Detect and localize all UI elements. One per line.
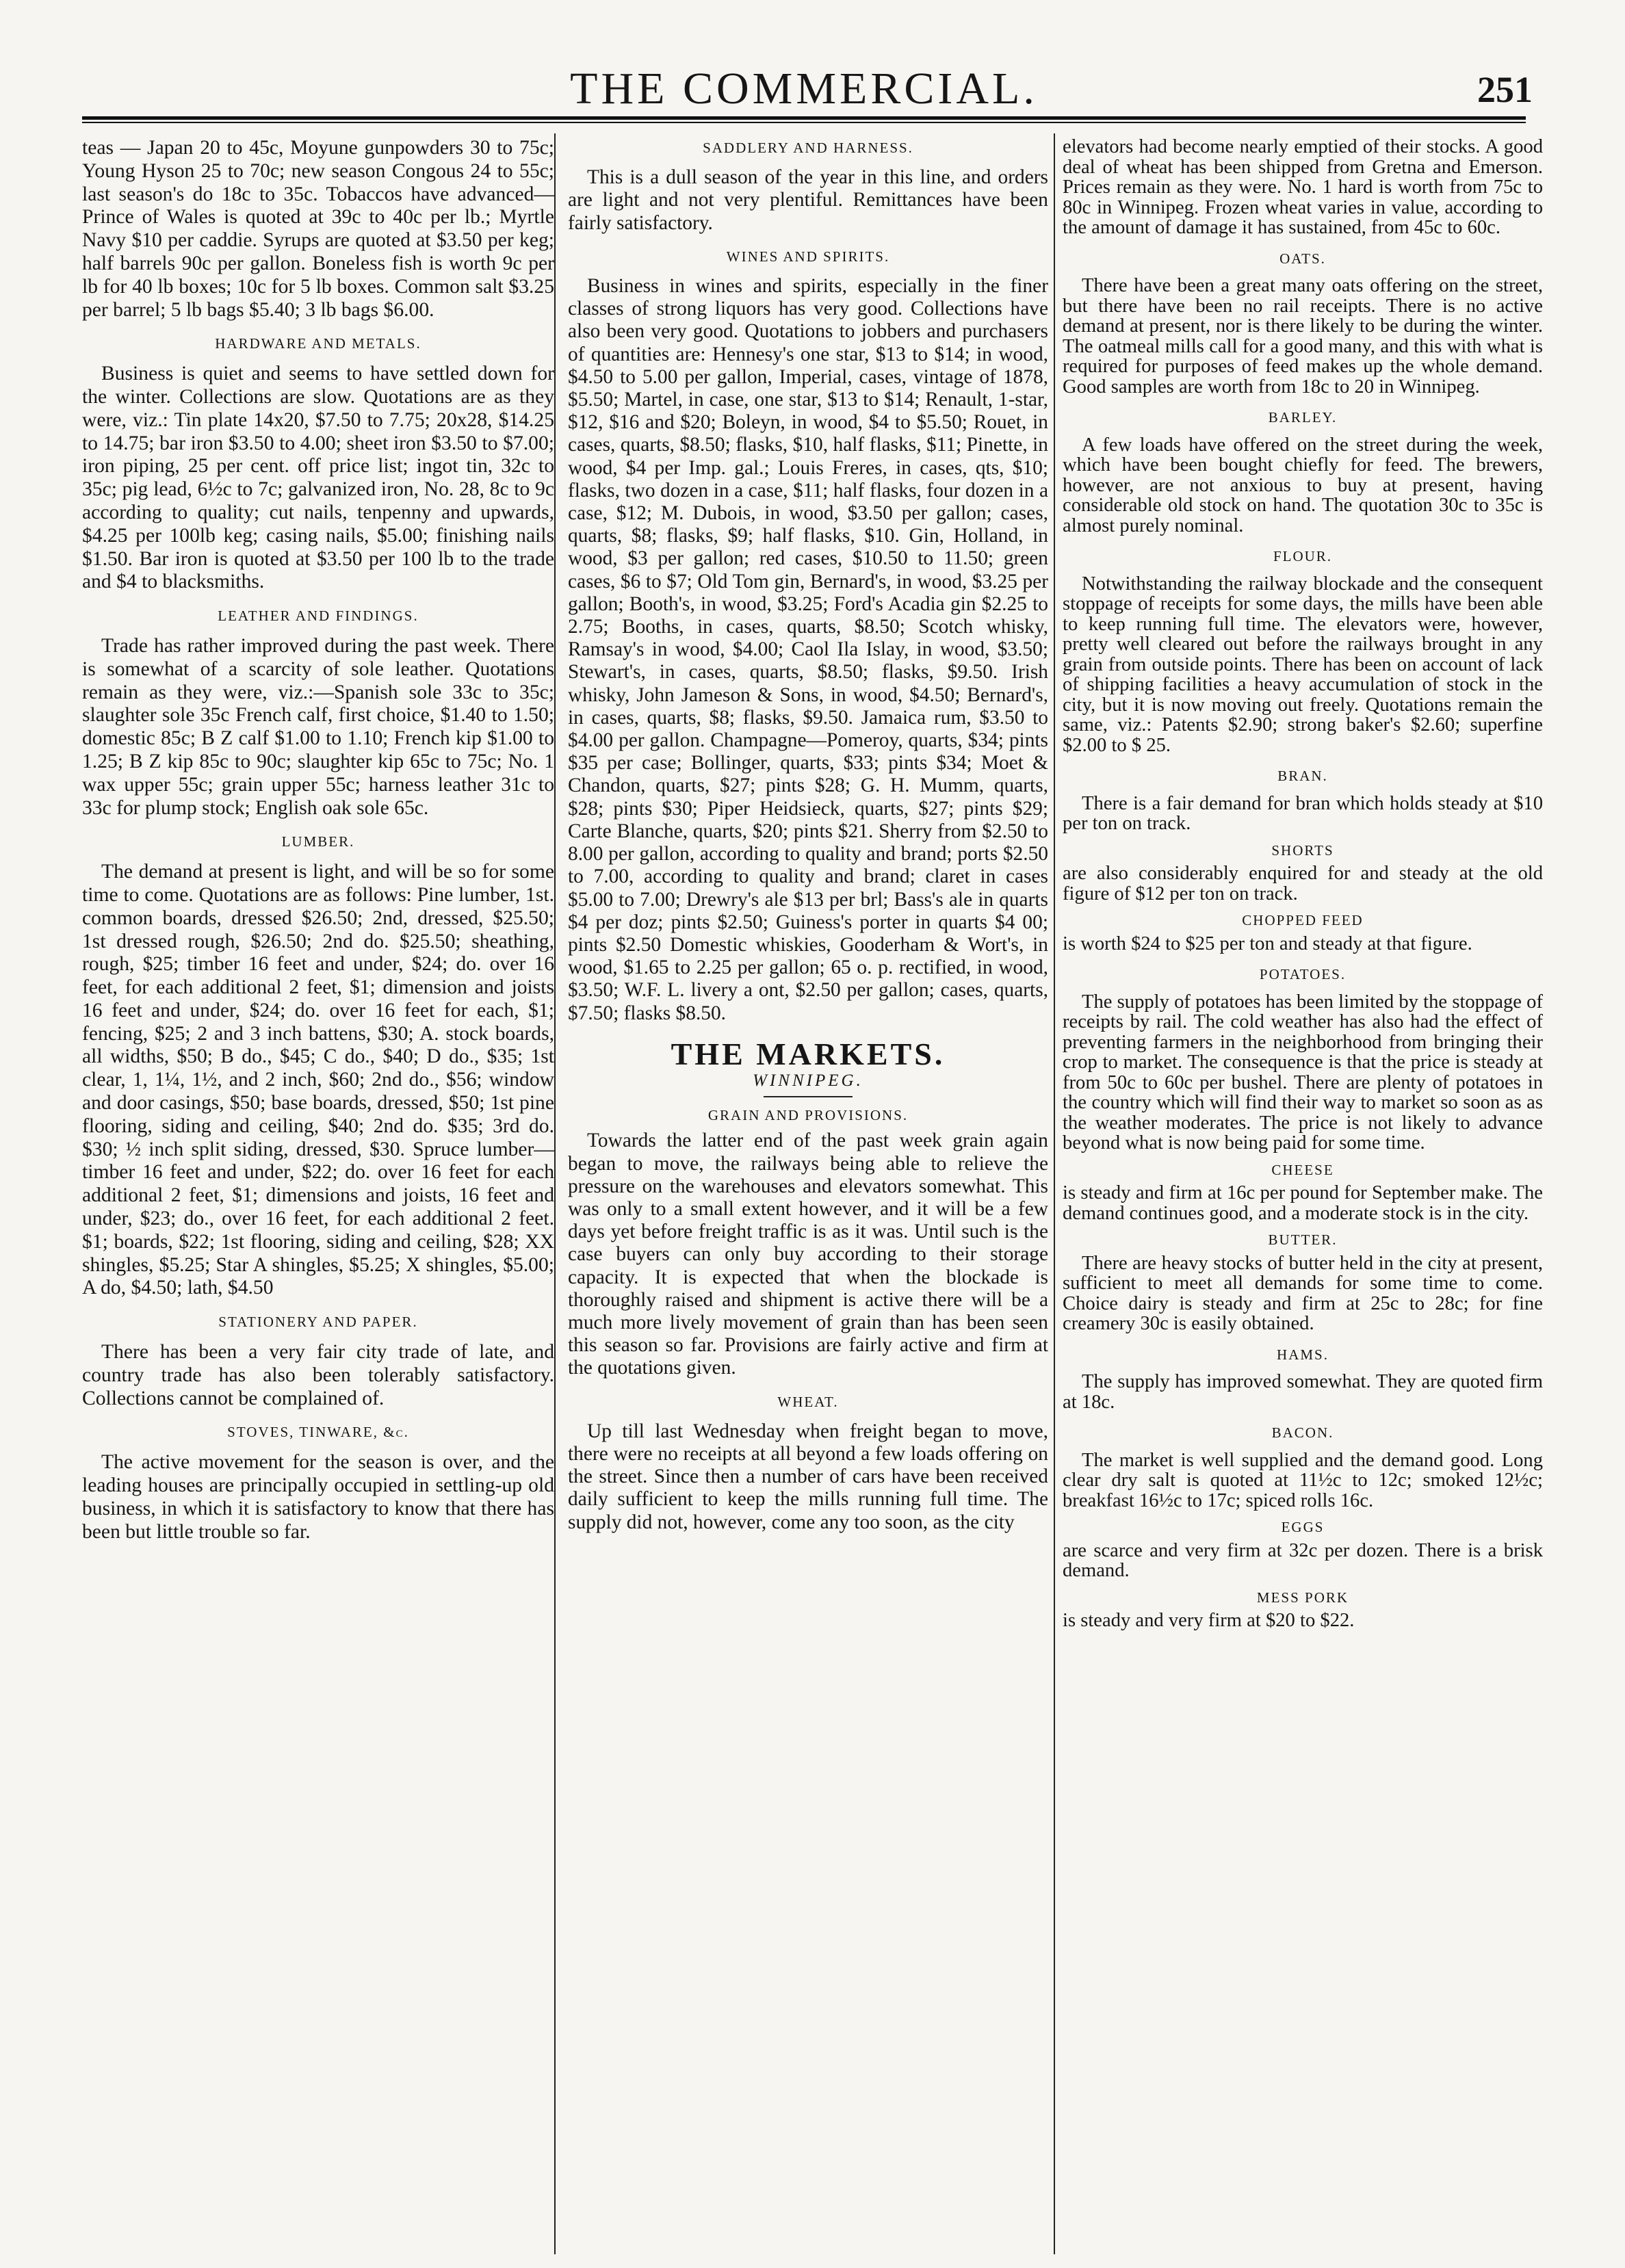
page-header <box>82 36 1533 118</box>
section-heading-hams: HAMS. <box>1277 1346 1329 1363</box>
hardware-paragraph: Business is quiet and seems to have settled down for the winter. Collections are slow. Quotations are as they were, viz.: Tin plate 14x20, $7.50 to 7.75; 20x28, $14.25 to 14.75; bar iron $3.50 to 4.00; sheet iron $3.50 to $7.00; iron piping, 25 per cent. off price list; ingot tin, 32c to 35c; pig lead, 6½c to 7c; galvanized iron, No. 28, 8c to 9c according to quality; cut nails, tenpenny and upwards, $4.25 per 100lb keg; casing nails, $5.00; finishing nails $1.50. Bar iron is quoted at $3.50 per 100 lb to the trade and $4 to blacksmiths. <box>82 363 554 593</box>
lumber-paragraph: The demand at present is light, and will be so for some time to come. Quotations are as follows: Pine lumber, 1st. common boards, dressed $26.50; 2nd, dressed, $25.50; 1st dressed rough, $26.50; 2nd do. $25.50; sheathing, rough, $25; timber 16 feet and under, $24; do. over 16 feet, for each additional 2 feet, $1; dimension and joists 16 feet and under, $24; do. over 16 feet for each, $1; fencing, $25; 2 and 3 inch battens, $30; A. stock boards, all widths, $50; B do., $45; C do., $40; D do., $35; 1st clear, 1, 1¼, 1½, and 2 inch, $60; 2nd do., $56; window and door casings, $50; base boards, dressed, $50; 1st pine flooring, siding and ceiling, $40; 2nd do. $35; 3rd do. $30; ½ inch split siding, dressed, $30. Spruce lumber—timber 16 feet and under, $22; do. over 16 feet for each additional 2 feet, $1; dimensions and joists, 16 feet and under, $23; do., over 16 feet, for each additional 2 feet. $1; boards, $22; 1st flooring, siding and ceiling, $28; XX shingles, $5.25; Star A shingles, $5.25; X shingles, $5.00; A do, $4.50; lath, $4.50 <box>82 861 554 1299</box>
markets-subtitle: WINNIPEG. <box>753 1071 863 1090</box>
section-heading-leather: LEATHER AND FINDINGS. <box>218 608 419 625</box>
header-rule <box>82 116 1526 120</box>
eggs-paragraph: are scarce and very firm at 32c per dozen. There is a brisk demand. <box>1063 1539 1543 1581</box>
column-right <box>1063 137 1543 2230</box>
section-heading-potatoes: POTATOES. <box>1259 966 1347 982</box>
teas-paragraph: teas — Japan 20 to 45c, Moyune gunpowders 30 to 75c; Young Hyson 25 to 70c; new season Congous 24 to 55c; last season's do 18c to 35c. Tobaccos have advanced—Prince of Wales is quoted at 39c to 40c per lb.; Myrtle Navy $10 per caddie. Syrups are quoted at $3.50 per keg; half barrels 90c per gallon. Boneless fish is worth 9c per lb for 40 lb boxes; 10c for 5 lb boxes. Common salt $3.25 per barrel; 5 lb bags $5.40; 3 lb bags $6.00. <box>82 137 554 321</box>
oats-paragraph: There have been a great many oats offering on the street, but there have been no rail receipts. There is no active demand at present, nor is there likely to be during the winter. The oatmeal mills call for a good many, and this with what is required for purposes of feed makes up the whole demand. Good samples are worth from 18c to 20 in Winnipeg. <box>1063 275 1543 397</box>
bacon-paragraph: The market is well supplied and the demand good. Long clear dry salt is quoted at 11½c to 12c; smoked 12½c; breakfast 16½c to 17c; spiced rolls 16c. <box>1063 1449 1543 1511</box>
section-heading-bacon: BACON. <box>1271 1424 1334 1441</box>
section-heading-lumber: LUMBER. <box>281 833 355 850</box>
header-rule-thin <box>82 122 1526 123</box>
page-number: 251 <box>1477 69 1533 110</box>
section-heading-saddlery: SADDLERY AND HARNESS. <box>703 140 913 156</box>
column-divider <box>554 133 556 2254</box>
section-heading-wines: WINES AND SPIRITS. <box>726 248 890 265</box>
wines-paragraph: Business in wines and spirits, especially in the finer classes of strong liquors has very good. Collections have also been very good. Quotations to jobbers and purchasers of quantities are: Hennesy's one star, $13 to $14; in wood, $4.50 to 5.00 per gallon, Imperial, cases, vintage of 1878, $5.50; Martel, in case, one star, $13 to $14; Renault, 1-star, $12, $16 and $20; Boleyn, in wood, $4 to $5.50; Rouet, in cases, quarts, $8.50; flasks, $10, half flasks, $11; Pinette, in wood, $4 per Imp. gal.; Louis Freres, in cases, qts, $10; flasks, two dozen in a case, $11; half flasks, four dozen in a case, $12; M. Dubois, in wood, $3.50 per gallon; cases, quarts, $8; flasks, $9; half flasks, $10. Gin, Holland, in wood, $3 per gallon; red cases, $10.50 to 11.50; green cases, $6 to $7; Old Tom gin, Bernard's, in wood, $3.25 per gallon; Booth's, in wood, $3.25; Ford's Acadia gin $2.25 to 2.75; Booths, in cases, quarts, $8.50; Scotch whisky, Ramsay's in wood, $4.00; Caol Ila Islay, in wood, $3.50; Stewart's, in cases, quarts, $8.50; flasks, $9.50. Irish whisky, John Jameson & Sons, in wood, $4.50; Bernard's, in cases, quarts, $8; flasks, $9.50. Jamaica rum, $3.50 to $4.00 per gallon. Champagne—Pomeroy, quarts, $34; pints $35 per case; Bollinger, quarts, $33; pints $34; Moet & Chandon, quarts, $27; pints $28; G. H. Mumm, quarts, $28; pints $30; Piper Heidsieck, quarts, $27; pints $29; Carte Blanche, quarts, $20; pints $21. Sherry from $2.50 to 8.00 per gallon, according to quality and brand; ports $2.50 to 7.00, according to quality and brand; claret in cases $5.00 to 7.00; Drewry's ale $13 per brl; Bass's ale in quarts $4 per doz; pints $2.50; Guiness's porter in quarts $4 00; pints $2.50 Domestic whiskies, Gooderham & Wort's, in wood, $1.65 to 2.25 per gallon; 65 o. p. rectified, in wood, $3.50; W.F. L. livery a ont, $2.50 per gallon; cases, quarts, $7.50; flasks $8.50. <box>568 275 1048 1024</box>
chopped-feed-paragraph: is worth $24 to $25 per ton and steady at that figure. <box>1063 933 1472 954</box>
section-heading-oats: OATS. <box>1279 250 1326 267</box>
section-heading-wheat: WHEAT. <box>777 1393 839 1410</box>
bran-paragraph: There is a fair demand for bran which holds steady at $10 per ton on track. <box>1063 792 1543 834</box>
newspaper-title: THE COMMERCIAL. <box>570 64 1038 114</box>
flour-paragraph: Notwithstanding the railway blockade and the consequent stoppage of receipts for some days, the mills have been able to keep running full time. The elevators were, however, pretty well cleared out before the railways brought in any grain from outside points. There has been on account of lack of shipping facilities a heavy accumulation of stock in the city, but it is now moving out freely. Quotations remain the same, viz.: Patents $2.90; strong baker's $2.60; superfine $2.00 to $ 25. <box>1063 573 1543 756</box>
hams-paragraph: The supply has improved somewhat. They are quoted firm at 18c. <box>1063 1371 1543 1413</box>
potatoes-paragraph: The supply of potatoes has been limited by the stoppage of receipts by rail. The cold weather has also had the effect of preventing farmers in the neighborhood from bringing their crop to market. The consequence is that the price is steady at from 50c to 60c per bushel. There are plenty of potatoes in the country which will find their way to market so soon as as the weather moderates. The price is not likely to advance beyond what is now being paid for some time. <box>1063 991 1543 1153</box>
section-heading-bran: BRAN. <box>1277 768 1328 784</box>
markets-title: THE MARKETS. <box>671 1036 946 1071</box>
section-heading-flour: FLOUR. <box>1273 548 1333 564</box>
wheat-continued-paragraph: elevators had become nearly emptied of their stocks. A good deal of wheat has been shipped from Gretna and Emerson. Prices remain as they were. No. 1 hard is worth from 75c to 80c in Winnipeg. Frozen wheat varies in value, according to the amount of damage it has sustained, from 45c to 60c. <box>1063 137 1543 238</box>
mess-pork-paragraph: is steady and very firm at $20 to $22. <box>1063 1610 1355 1631</box>
section-heading-stoves: STOVES, TINWARE, &c. <box>227 1424 409 1441</box>
grain-paragraph: Towards the latter end of the past week grain again began to move, the railways being able to relieve the pressure on the warehouses and elevators somewhat. This was only to a small extent however, and it will be a few days yet before freight traffic is as it was. Until such is the case buyers can only buy according to their storage capacity. It is expected that when the blockade is thoroughly raised and shipment is active there will be a much more lively movement of grain than has been seen this season so far. Provisions are fairly active and firm at the quotations given. <box>568 1130 1048 1379</box>
butter-paragraph: There are heavy stocks of butter held in the city at present, sufficient to meet all demands for some time to come. Choice dairy is steady and firm at 25c to 28c; for fine creamery 30c is easily obtained. <box>1063 1252 1543 1334</box>
leather-paragraph: Trade has rather improved during the past week. There is somewhat of a scarcity of sole leather. Quotations remain as they were, viz.:—Spanish sole 33c to 35c; slaughter sole 35c French calf, first choice, $1.40 to 1.50; domestic 85c; B Z calf $1.00 to 1.10; French kip $1.00 to 1.25; B Z kip 85c to 90c; slaughter kip 65c to 75c; No. 1 wax upper 55c; grain upper 55c; harness leather 31c to 33c for plump stock; English oak sole 65c. <box>82 634 554 819</box>
section-heading-butter: BUTTER. <box>1268 1231 1338 1248</box>
stoves-paragraph: The active movement for the season is over, and the leading houses are principally occupied in settling-up old business, in which it is satisfactory to know that there has been but little trouble so far. <box>82 1451 554 1543</box>
section-heading-grain: GRAIN AND PROVISIONS. <box>707 1107 909 1124</box>
section-heading-hardware: HARDWARE AND METALS. <box>215 335 421 352</box>
cheese-paragraph: is steady and firm at 16c per pound for September make. The demand continues good, and a moderate stock is in the city. <box>1063 1182 1543 1224</box>
stationery-paragraph: There has been a very fair city trade of late, and country trade has also been tolerably satisfactory. Collections cannot be complained of. <box>82 1341 554 1409</box>
column-divider <box>1054 133 1055 2254</box>
column-middle <box>568 137 1048 2230</box>
saddlery-paragraph: This is a dull season of the year in this line, and orders are light and not very plentiful. Remittances have been fairly satisfactory. <box>568 166 1048 234</box>
section-heading-eggs: EGGS <box>1281 1519 1325 1535</box>
section-heading-shorts: SHORTS <box>1271 842 1334 859</box>
section-heading-barley: BARLEY. <box>1268 409 1338 426</box>
wheat-paragraph: Up till last Wednesday when freight began to move, there were no receipts at all beyond a few loads offering on the street. Since then a number of cars have been received daily sufficient to keep the mills running full time. The supply did not, however, come any too soon, as the city <box>568 1420 1048 1533</box>
section-heading-chopped-feed: CHOPPED FEED <box>1242 912 1364 928</box>
section-heading-cheese: CHEESE <box>1271 1161 1334 1178</box>
shorts-paragraph: are also considerably enquired for and steady at the old figure of $12 per ton on track. <box>1063 863 1543 904</box>
barley-paragraph: A few loads have offered on the street during the week, which have been bought chiefly for feed. The brewers, however, are not anxious to buy at present, having considerable old stock on hand. The quotation 30c to 35c is almost purely nominal. <box>1063 434 1543 536</box>
section-heading-mess-pork: MESS PORK <box>1256 1589 1349 1606</box>
section-heading-stationery: STATIONERY AND PAPER. <box>218 1314 418 1331</box>
subtitle-rule <box>764 1096 853 1097</box>
column-left <box>82 137 554 2230</box>
